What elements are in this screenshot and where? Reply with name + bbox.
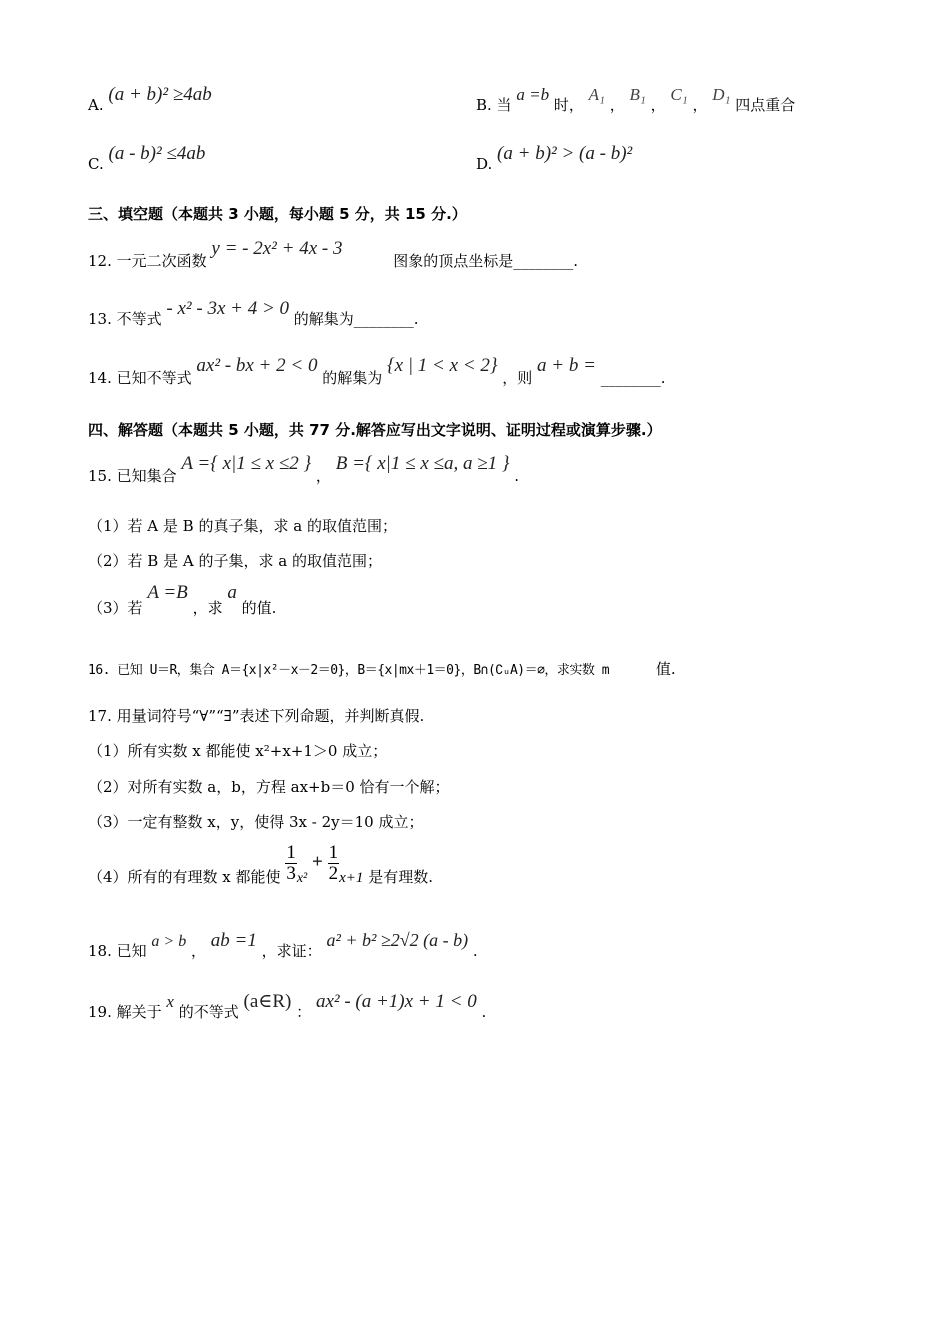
q15-p3-var: a [227,582,237,603]
q15-p3-prefix: （3）若 [88,599,143,617]
option-b-point-3: C₁ [670,85,688,104]
q15-p3-suffix: 的值. [241,599,277,617]
q19-cond: (a∈R) [243,991,292,1012]
q19-mid: 的不等式 [178,1003,239,1021]
q17-part-2: （2）对所有实数 a，b，方程 ax+b＝0 恰有一个解； [88,778,450,796]
q12-expr: y = - 2x² + 4x - 3 [211,238,343,259]
q19-var: x [166,992,174,1011]
q17-fraction-2 [328,843,340,884]
q15-p3-expr: A =B [147,582,188,603]
q12-prefix: 12. 一元二次函数 [88,252,207,270]
section-4-title: 四、解答题（本题共 5 小题，共 77 分.解答应写出文字说明、证明过程或演算步骤.） [88,421,662,439]
q15-part-2: （2）若 B 是 A 的子集，求 a 的取值范围； [88,552,382,570]
option-a [88,84,212,114]
q15-part-3 [88,582,277,617]
question-16 [88,658,676,679]
question-18 [88,930,478,960]
q17-plus: + [312,851,323,873]
option-b-point-2: B₁ [629,85,646,104]
q18-end: . [472,942,478,960]
question-15 [88,453,520,485]
q17-fraction-1 [285,843,297,884]
option-b-tail: 四点重合 [735,96,796,114]
q14-mid2: ，则 [502,369,533,387]
q15-set-a: A ={ x|1 ≤ x ≤2 } [181,453,312,474]
q17-part-4 [88,843,433,884]
q14-expr: ax² - bx + 2 < 0 [196,355,318,376]
q15-prefix: 15. 已知集合 [88,467,177,485]
q18-expr: a² + b² ≥2√2 (a - b) [326,930,469,950]
q15-sep: ， [315,467,331,485]
q14-suffix: ________. [600,369,666,387]
option-c [88,143,206,173]
q18-cond-1: a > b [151,933,187,950]
q19-expr: ax² - (a +1)x + 1 < 0 [315,991,477,1012]
q15-end: . [514,467,520,485]
question-13 [88,298,419,328]
option-b-label: B. 当 [476,96,512,114]
q13-suffix: 的解集为________. [293,310,419,328]
q16-text: 16. 已知 U＝R，集合 A＝{x|x²－x－2＝0}，B＝{x|mx＋1＝0}，B∩(∁ᵤA)＝∅，求实数 m [88,663,610,678]
q17-part-1: （1）所有实数 x 都能使 x²+x+1＞0 成立； [88,742,388,760]
section-3-title: 三、填空题（本题共 3 小题，每小题 5 分，共 15 分.） [88,205,467,223]
option-b-sep-3: ， [692,96,708,114]
q14-mid: 的解集为 [322,369,383,387]
q17-p4-suffix: 是有理数. [368,867,433,886]
option-d [476,143,633,173]
question-19 [88,990,487,1021]
option-b-sep-2: ， [650,96,666,114]
q16-tail: 值. [655,660,676,678]
option-c-label: C. [88,155,104,173]
q17-p4-prefix: （4）所有的有理数 x 都能使 [88,867,281,886]
q12-suffix: 图象的顶点坐标是________. [393,252,579,270]
q15-set-b: B ={ x|1 ≤ x ≤a, a ≥1 } [335,453,510,474]
q17-frac2-den: 2 [328,863,339,884]
q17-x1: x+1 [339,869,364,886]
q15-p3-mid: ，求 [192,599,223,617]
q19-prefix: 19. 解关于 [88,1003,162,1021]
q18-mid: ，求证： [261,942,322,960]
option-b-mid: 时， [553,96,584,114]
option-d-expr: (a + b)² > (a - b)² [497,143,633,164]
q18-sep: ， [190,942,206,960]
question-12 [88,238,579,270]
option-d-label: D. [476,155,493,173]
q14-prefix: 14. 已知不等式 [88,369,192,387]
q17-frac2-num: 1 [328,842,339,863]
option-b-point-4: D₁ [712,85,731,104]
q19-sep: ： [296,1003,312,1021]
q17-frac1-num: 1 [286,842,296,863]
q19-end: . [481,1003,487,1021]
q17-x2: x² [296,870,308,886]
q14-expr2: a + b = [537,355,596,376]
q13-expr: - x² - 3x + 4 > 0 [166,298,290,319]
option-b [476,84,796,114]
option-b-cond: a =b [516,85,550,104]
q14-set: {x | 1 < x < 2} [387,355,498,376]
q13-prefix: 13. 不等式 [88,310,162,328]
q15-part-1: （1）若 A 是 B 的真子集，求 a 的取值范围； [88,517,397,535]
q17-frac1-den: 3 [286,863,296,884]
q18-cond-2: ab =1 [210,930,257,951]
option-b-sep-1: ， [609,96,625,114]
option-c-expr: (a - b)² ≤4ab [108,143,206,164]
question-14 [88,355,666,387]
q17-part-3: （3）一定有整数 x，y，使得 3x - 2y＝10 成立； [88,813,424,831]
q18-prefix: 18. 已知 [88,942,147,960]
q17-intro: 17. 用量词符号“∀”“∃”表述下列命题，并判断真假. [88,707,425,725]
option-a-expr: (a + b)² ≥4ab [108,84,212,105]
option-a-label: A. [88,96,104,114]
option-b-point-1: A₁ [588,85,605,104]
